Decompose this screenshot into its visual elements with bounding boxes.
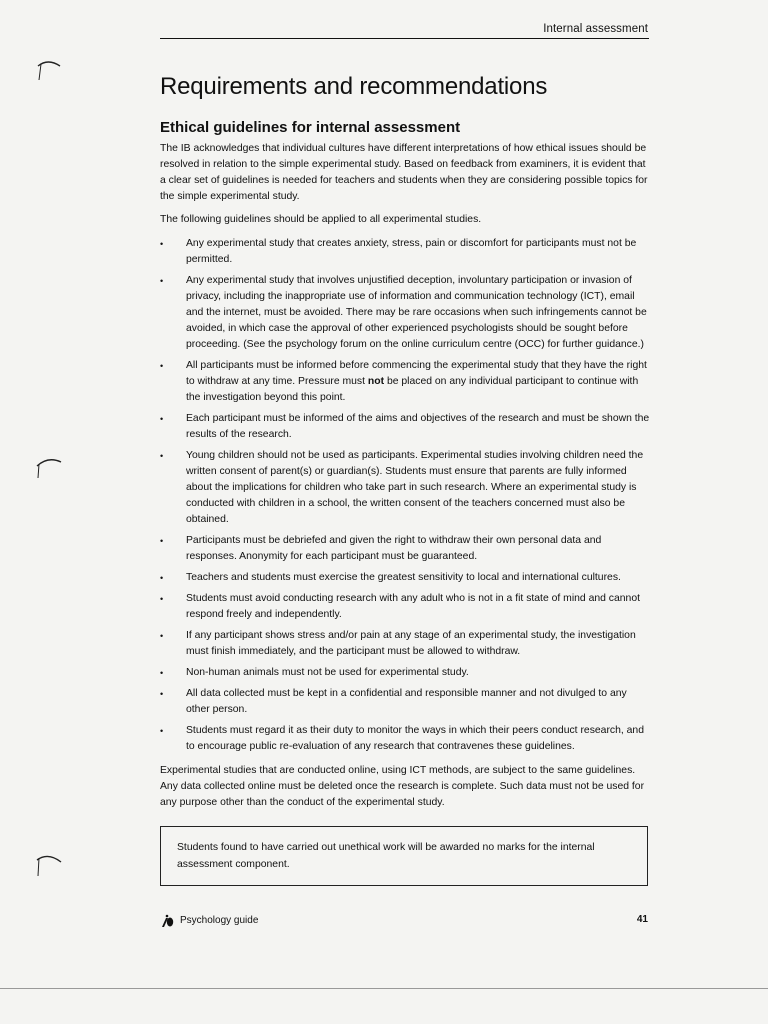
list-item-text: Students must regard it as their duty to monitor the ways in which their peers conduct research, and to encourage public re-evaluation of any research that contravenes these guidelines. (186, 725, 644, 752)
bullet-marker: • (160, 239, 164, 249)
list-item (160, 570, 652, 586)
emphasis-not: not (367, 376, 385, 387)
notice-text: Students found to have carried out unethical work will be awarded no marks for the internal assessment component. (177, 842, 595, 870)
list-item (160, 665, 652, 681)
page-title: Requirements and recommendations (160, 73, 548, 100)
bullet-marker: • (160, 631, 164, 641)
bullet-marker: • (160, 689, 164, 699)
list-item (160, 628, 652, 660)
list-item (160, 686, 652, 718)
intro-paragraph: The IB acknowledges that individual cultures have different interpretations of how ethical issues should be resolved in relation to the simple experimental study. Based on feedback from examiners, it is evident that a clear set of guidelines is needed for teachers and students when they are considering possible topics for the simple experimental study. (160, 143, 648, 202)
bullet-marker: • (160, 451, 164, 461)
list-item-text: Participants must be debriefed and given the right to withdraw their own personal data and responses. Anonymity for each participant must be guaranteed. (186, 535, 602, 562)
list-item (160, 411, 652, 443)
bullet-marker: • (160, 536, 164, 546)
list-item-text: Any experimental study that involves unjustified deception, involuntary participation or invasion of privacy, including the inappropriate use of information and communication technology (ICT), email and the internet, must be avoided. There may be rare occasions when such infringements cannot be avoided, in which case the approval of other experienced psychologists should be sought before proceeding. (See the psychology forum on the online curriculum centre (OCC) for further guidance.) (186, 275, 647, 350)
bullet-marker: • (160, 361, 164, 371)
bullet-marker: • (160, 726, 164, 736)
list-item-text: Teachers and students must exercise the greatest sensitivity to local and international cultures. (186, 572, 621, 583)
scan-edge-line (0, 988, 768, 989)
binder-hole-mark-icon (34, 850, 64, 880)
header-rule (160, 38, 649, 39)
list-item-text: If any participant shows stress and/or pain at any stage of an experimental study, the investigation must finish immediately, and the participant must be allowed to withdraw. (186, 630, 636, 657)
list-item (160, 273, 652, 353)
list-item-text: Non-human animals must not be used for experimental study. (186, 667, 469, 678)
list-item-text-after: be placed on any individual participant to continue with the investigation beyond this point. (186, 376, 639, 403)
bullet-marker: • (160, 573, 164, 583)
bullet-marker: • (160, 414, 164, 424)
binder-hole-mark-icon (34, 58, 64, 88)
list-item-text: Students must avoid conducting research with any adult who is not in a fit state of mind and cannot respond freely and independently. (186, 593, 640, 620)
warning-notice-box (160, 826, 648, 886)
page-number: 41 (636, 914, 648, 925)
bullet-marker: • (160, 276, 164, 286)
list-item-text: Any experimental study that creates anxiety, stress, pain or discomfort for participants must not be permitted. (186, 238, 637, 265)
list-item (160, 236, 652, 268)
list-item (160, 533, 652, 565)
bullet-marker: • (160, 594, 164, 604)
list-item-text: Young children should not be used as participants. Experimental studies involving children need the written consent of parent(s) or guardian(s). Students must ensure that parents are fully informed about the implications for children who take part in such research. Where an experimental study is conducted with children in a school, the written consent of the teachers concerned must also be obtained. (186, 450, 644, 525)
bullet-marker: • (160, 668, 164, 678)
binder-hole-mark-icon (34, 452, 64, 482)
section-heading: Ethical guidelines for internal assessment (160, 119, 461, 136)
applied-paragraph: The following guidelines should be applied to all experimental studies. (160, 214, 482, 225)
list-item (160, 448, 652, 528)
closing-paragraph: Experimental studies that are conducted online, using ICT methods, are subject to the same guidelines. Any data collected online must be deleted once the research is complete. Such data must not be used for any purpose other than the conduct of the experimental study. (160, 765, 645, 808)
footer-guide-name: Psychology guide (180, 915, 259, 926)
list-item (160, 723, 652, 755)
ib-logo-icon (160, 914, 174, 928)
running-head: Internal assessment (543, 23, 648, 35)
list-item (160, 358, 652, 406)
list-item-text-before: All participants must be informed before commencing the experimental study that they have the right to withdraw at any time. Pressure must (186, 360, 647, 387)
list-item (160, 591, 652, 623)
guidelines-list (160, 236, 652, 760)
list-item-text: All data collected must be kept in a confidential and responsible manner and not divulged to any other person. (186, 688, 627, 715)
list-item-text: Each participant must be informed of the aims and objectives of the research and must be shown the results of the research. (186, 413, 650, 440)
